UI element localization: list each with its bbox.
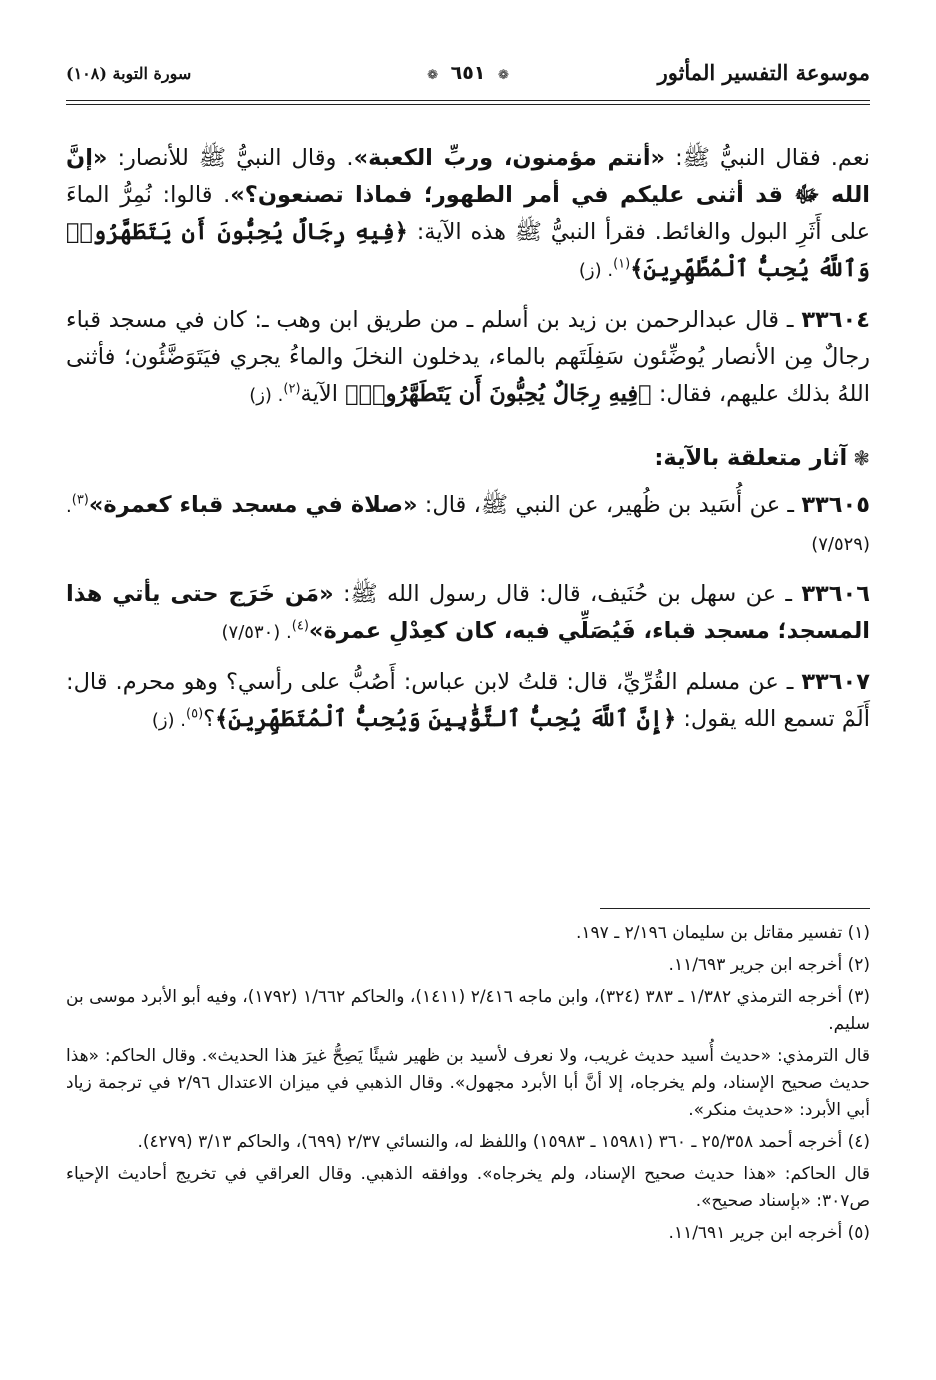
- quran-verse: ﴿فِيهِ رِجَالٌ يُحِبُّونَ أَن يَتَطَهَّرُوا۟ وَٱللَّهُ يُحِبُّ ٱلْمُطَّهِّرِينَ﴾: [66, 219, 870, 282]
- header-rule: [66, 100, 870, 105]
- hadith-quote: «مَن خَرَج حتى يأتي هذا المسجد؛ مسجد قباء، فَيُصَلِّي فيه، كان كعِدْلِ عمرة»: [66, 581, 870, 644]
- athar-entry: [66, 664, 870, 739]
- athar-entry: [66, 487, 870, 563]
- hadith-quote: «إنَّ الله ﷻ قد أثنى عليكم في أمر الطهور؛ فماذا تصنعون؟»: [66, 145, 871, 208]
- entry-number: ٣٣٦٠٦: [801, 581, 870, 607]
- footnote: (٥) أخرجه ابن جرير ١١/٦٩١.: [668, 1223, 870, 1243]
- footnotes: [66, 920, 870, 1252]
- footnote-ref[interactable]: (٣): [71, 492, 89, 508]
- source-ref: . (٧/٥٢٩): [66, 496, 870, 555]
- surah-title: سورة التوبة (١٠٨): [66, 64, 192, 83]
- footnote: (٤) أخرجه أحمد ٢٥/٣٥٨ ـ ٣٦٠ (١٥٩٨١ ـ ١٥٩٨٣) واللفظ له، والنسائي ٢/٣٧ (٦٩٩)، والحاكم ٣/١٣ (٤٢٧٩).: [137, 1132, 870, 1152]
- source-ref: . (ز): [578, 260, 614, 281]
- ornament-icon: ❁: [427, 68, 438, 83]
- flower-ornament-icon: ❃: [853, 446, 870, 470]
- text-run: . وقال النبيُّ ﷺ للأنصار:: [107, 145, 354, 171]
- paragraph: [66, 140, 870, 289]
- source-ref: . (ز): [151, 710, 187, 731]
- footnote: (١) تفسير مقاتل بن سليمان ٢/١٩٦ ـ ١٩٧.: [576, 923, 870, 943]
- footnote-comment: قال الحاكم: «هذا حديث صحيح الإسناد، ولم يخرجاه». ووافقه الذهبي. وقال العراقي في تخريج أحاديث الإحياء ص٣٠٧: «بإسناد صحيح».: [66, 1164, 870, 1211]
- footnote: (٢) أخرجه ابن جرير ١١/٦٩٣.: [668, 955, 870, 975]
- quran-verse: ﴿إِنَّ ٱللَّهَ يُحِبُّ ٱلتَّوَّٰبِينَ وَيُحِبُّ ٱلْمُتَطَهِّرِينَ﴾: [215, 706, 677, 732]
- entry-number: ٣٣٦٠٤: [801, 307, 870, 333]
- quran-verse: ﴿فِيهِ رِجَالٌ يُحِبُّونَ أَن يَتَطَهَّرُوا۟﴾: [345, 381, 652, 407]
- text-run: الآية: [300, 381, 346, 407]
- text-run: نعم. فقال النبيُّ ﷺ:: [665, 145, 870, 171]
- text-run: ـ عن سهل بن حُنَيف، قال: قال رسول الله ﷺ:: [333, 581, 802, 607]
- footnote: (٣) أخرجه الترمذي ١/٣٨٢ ـ ٣٨٣ (٣٢٤)، وابن ماجه ٢/٤١٦ (١٤١١)، والحاكم ١/٦٦٢ (١٧٩٢)، وفيه أبو الأبرد موسى بن سليم.: [66, 987, 870, 1034]
- source-ref: . (٧/٥٣٠): [221, 622, 292, 643]
- entry-number: ٣٣٦٠٧: [801, 669, 870, 695]
- footnote-ref[interactable]: (٢): [283, 381, 301, 397]
- main-text: [66, 140, 870, 752]
- athar-entry: [66, 576, 870, 651]
- athar-entry: [66, 302, 870, 414]
- book-title: موسوعة التفسير المأثور: [657, 60, 870, 85]
- source-ref: . (ز): [249, 385, 284, 406]
- text-run: ـ قال عبدالرحمن بن زيد بن أسلم ـ من طريق ابن وهب ـ: كان في مسجد قباء رجالٌ مِن الأنصار يُوضِّئون سَفِلَتَهم بالماء، يدخلون النخلَ والماءُ يجري فيَتَوَضَّئُون؛ فأثنى اللهُ بذلك عليهم، فقال:: [66, 307, 870, 407]
- hadith-quote: «صلاة في مسجد قباء كعمرة»: [88, 492, 418, 518]
- entry-number: ٣٣٦٠٥: [801, 492, 870, 518]
- section-title: آثار متعلقة بالآية:: [654, 445, 848, 471]
- page-number: ٦٥١: [450, 62, 486, 84]
- footnote-ref[interactable]: (٥): [186, 706, 204, 722]
- footnote-ref[interactable]: (٤): [291, 618, 309, 634]
- footnote-comment: قال الترمذي: «حديث أُسيد حديث غريب، ولا نعرف لأسيد بن ظهير شيئًا يَصِحُّ غيرَ هذا الحديث». وقال الحاكم: «هذا حديث صحيح الإسناد، ولم يخرجاه، إلا أنَّ أبا الأبرد مجهول». وقال الذهبي في ميزان الاعتدال ٢/٩٦ في ترجمة زياد أبي الأبرد: «حديث منكر».: [66, 1046, 870, 1120]
- text-run: . قالوا: نُمِرُّ الماءَ على أَثَرِ البول والغائط. فقرأ النبيُّ ﷺ هذه الآية:: [66, 182, 871, 245]
- running-header: [66, 58, 870, 102]
- hadith-quote: «أنتم مؤمنون، وربِّ الكعبة»: [353, 145, 666, 171]
- text-run: ـ عن مسلم القُرِّيِّ، قال: قلتُ لابن عباس: أَصُبُّ على رأسي؟ وهو محرم. قال: أَلَمْ تسمع الله يقول:: [66, 669, 870, 732]
- footnote-ref[interactable]: (١): [613, 256, 631, 272]
- text-run: ـ عن أُسَيد بن ظُهير، عن النبي ﷺ، قال:: [417, 492, 802, 518]
- text-run: ؟: [203, 706, 216, 732]
- ornament-icon: ❁: [498, 68, 509, 83]
- footnote-rule: [600, 908, 870, 909]
- section-heading: [66, 440, 870, 477]
